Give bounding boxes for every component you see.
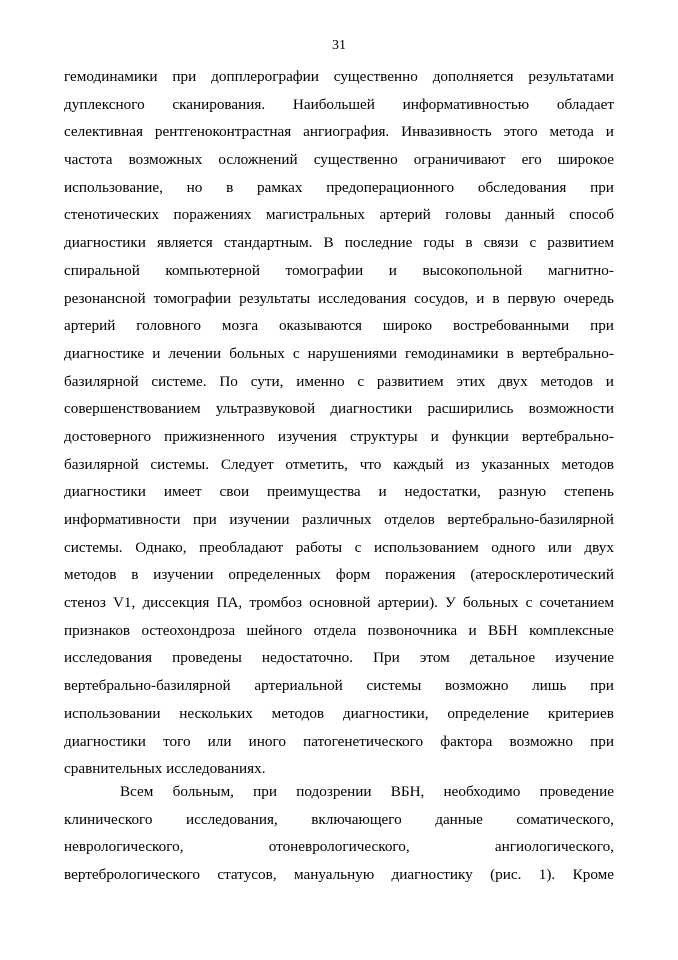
text-line: неврологического, отоневрологического, ангиологического, (64, 838, 614, 856)
text-line: клинического исследования, включающего данные соматического, (64, 810, 614, 828)
text-line: диагностики имеет свои преимущества и недостатки, разную степень (64, 483, 614, 501)
text-line: диагностики является стандартным. В последние годы в связи с развитием (64, 234, 614, 252)
text-line: Всем больным, при подозрении ВБН, необходимо проведение (120, 783, 614, 800)
text-line: дуплексного сканирования. Наибольшей информативностью обладает (64, 95, 614, 113)
paragraph-2 (64, 778, 614, 889)
text-line: использование, но в рамках предоперационного обследования при (64, 178, 614, 196)
text-line: диагностики того или иного патогенетического фактора возможно при (64, 732, 614, 750)
text-line: резонансной томографии результаты исследования сосудов, и в первую очередь (64, 289, 614, 307)
page-number: 31 (332, 38, 346, 53)
text-line: вертебрологического статусов, мануальную диагностику (рис. 1). Кроме (64, 866, 614, 884)
text-line: селективная рентгеноконтрастная ангиография. Инвазивность этого метода и (64, 123, 614, 141)
text-line: методов в изучении определенных форм поражения (атеросклеротический (64, 566, 614, 584)
text-line: использовании нескольких методов диагностики, определение критериев (64, 704, 614, 722)
text-line: базилярной системе. По сути, именно с развитием этих двух методов и (64, 372, 614, 390)
text-line: признаков остеохондроза шейного отдела позвоночника и ВБН комплексные (64, 621, 614, 639)
text-line: базилярной системы. Следует отметить, что каждый из указанных методов (64, 455, 614, 473)
text-line: частота возможных осложнений существенно ограничивают его широкое (64, 151, 614, 169)
text-line: совершенствованием ультразвуковой диагностики расширились возможности (64, 400, 614, 418)
paragraph-1 (64, 63, 614, 783)
text-line: стеноз V1, диссекция ПА, тромбоз основной артерии). У больных с сочетанием (64, 594, 614, 612)
text-line: гемодинамики при допплерографии существенно дополняется результатами (64, 68, 614, 85)
text-line: сравнительных исследованиях. (64, 760, 266, 778)
text-line: системы. Однако, преобладают работы с использованием одного или двух (64, 538, 614, 556)
text-line: исследования проведены недостаточно. При этом детальное изучение (64, 649, 614, 667)
text-line: достоверного прижизненного изучения структуры и функции вертебрально- (64, 427, 614, 445)
text-line: стенотических поражениях магистральных артерий головы данный способ (64, 206, 614, 224)
text-line: артерий головного мозга оказываются широко востребованными при (64, 317, 614, 335)
text-line: спиральной компьютерной томографии и высокопольной магнитно- (64, 261, 614, 279)
text-line: вертебрально-базилярной артериальной системы возможно лишь при (64, 677, 614, 695)
text-line: информативности при изучении различных отделов вертебрально-базилярной (64, 511, 614, 528)
text-line: диагностике и лечении больных с нарушениями гемодинамики в вертебрально- (64, 344, 614, 362)
